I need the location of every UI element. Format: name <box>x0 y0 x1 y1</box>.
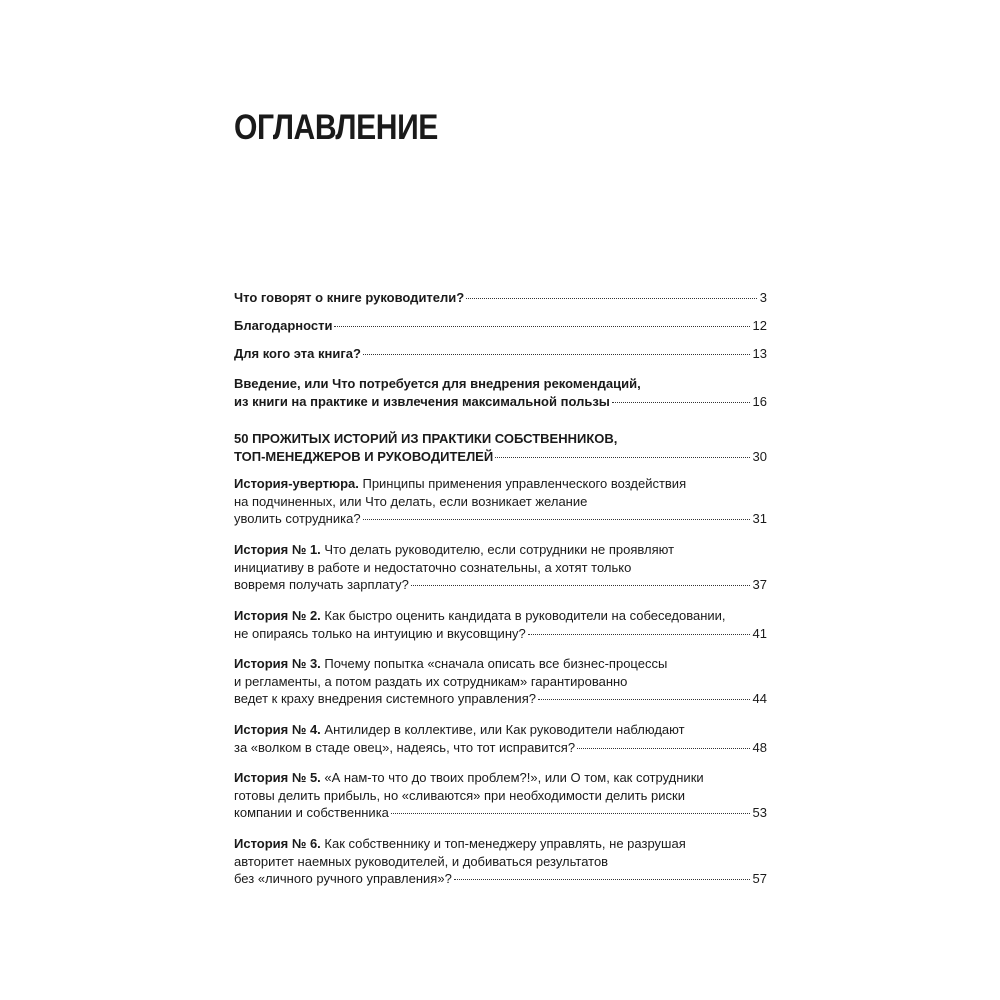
dot-leader <box>612 402 750 403</box>
toc-entry[interactable] <box>234 430 767 465</box>
toc-entry-text: ведет к краху внедрения системного управления? <box>234 691 536 706</box>
page-number: 41 <box>752 625 767 641</box>
dot-leader <box>334 326 749 327</box>
toc-entry-text: инициативу в работе и недостаточно сознательны, а хотят только <box>234 559 632 575</box>
toc-entry-text: 50 ПРОЖИТЫХ ИСТОРИЙ ИЗ ПРАКТИКИ СОБСТВЕННИКОВ, <box>234 431 618 446</box>
toc-entry[interactable] <box>234 475 767 528</box>
toc-entry-label: История № 6. <box>234 836 321 851</box>
toc-entry-label: История № 5. <box>234 770 321 785</box>
toc-entry[interactable] <box>234 317 767 335</box>
dot-leader <box>363 519 750 520</box>
page-title: ОГЛАВЛЕНИЕ <box>234 108 438 147</box>
toc-entry-text: ТОП-МЕНЕДЖЕРОВ И РУКОВОДИТЕЛЕЙ <box>234 448 494 464</box>
toc-entry[interactable] <box>234 655 767 708</box>
toc-entry-text: на подчиненных, или Что делать, если возникает желание <box>234 493 588 509</box>
dot-leader <box>495 457 749 458</box>
dot-leader <box>577 748 749 749</box>
page-number: 31 <box>752 511 767 526</box>
toc-entry-text: уволить сотрудника? <box>234 511 361 526</box>
toc-entry-text: История-увертюра. Принципы применения управленческого воздействия <box>234 476 687 491</box>
toc-entry-text: Благодарности <box>234 318 333 333</box>
dot-leader <box>363 354 750 355</box>
page-number: 57 <box>752 871 767 886</box>
toc-entry-text: Для кого эта книга? <box>234 346 361 361</box>
toc-entry-text: История № 6. Как собственнику и топ-менеджеру управлять, не разрушая <box>234 836 686 851</box>
page-number: 53 <box>752 805 767 820</box>
toc-entry[interactable] <box>234 769 767 822</box>
toc-entry[interactable] <box>234 607 767 642</box>
toc-entry[interactable] <box>234 289 767 307</box>
toc-entry-text: вовремя получать зарплату? <box>234 577 409 592</box>
toc-entry-label: История-увертюра. <box>234 476 359 491</box>
toc-entry-label: История № 3. <box>234 656 321 671</box>
toc-entry-text: Что говорят о книге руководители? <box>234 290 465 305</box>
page-number: 16 <box>752 393 767 409</box>
toc-entry[interactable] <box>234 721 767 756</box>
toc-entry-label: История № 2. <box>234 608 321 623</box>
page-number: 48 <box>752 739 767 755</box>
page-number: 13 <box>752 346 767 361</box>
toc-entry-text: готовы делить прибыль, но «сливаются» при необходимости делить риски <box>234 787 685 803</box>
toc-entry-label: История № 1. <box>234 542 321 557</box>
page-number: 12 <box>752 318 767 333</box>
toc-entry[interactable] <box>234 541 767 594</box>
toc-entry-text: компании и собственника <box>234 805 389 820</box>
toc-entry-text: Введение, или Что потребуется для внедрения рекомендаций, <box>234 376 641 391</box>
toc-entry-text: без «личного ручного управления»? <box>234 871 452 886</box>
toc-entry-text: История № 3. Почему попытка «сначала описать все бизнес-процессы <box>234 656 668 671</box>
dot-leader <box>411 585 750 586</box>
page-number: 3 <box>759 290 767 305</box>
toc-entry[interactable] <box>234 375 767 410</box>
dot-leader <box>528 634 750 635</box>
toc-entry-label: История № 4. <box>234 722 321 737</box>
dot-leader <box>538 699 750 700</box>
toc-entry-text: из книги на практике и извлечения максимальной пользы <box>234 393 610 409</box>
dot-leader <box>466 298 757 299</box>
toc-entry-text: История № 1. Что делать руководителю, если сотрудники не проявляют <box>234 542 675 557</box>
toc-entry-text: за «волком в стаде овец», надеясь, что тот исправится? <box>234 739 576 755</box>
page-number: 37 <box>752 577 767 592</box>
dot-leader <box>454 879 750 880</box>
toc-entry-text: авторитет наемных руководителей, и добиваться результатов <box>234 853 609 869</box>
toc-entry-text: История № 5. «А нам-то что до твоих проблем?!», или О том, как сотрудники <box>234 770 704 785</box>
page-number: 44 <box>752 691 767 706</box>
toc-entry-text: История № 2. Как быстро оценить кандидата в руководители на собеседовании, <box>234 608 726 623</box>
dot-leader <box>391 813 750 814</box>
toc-entry-text: не опираясь только на интуицию и вкусовщину? <box>234 625 526 641</box>
toc-entry-text: и регламенты, а потом раздать их сотрудникам» гарантированно <box>234 673 628 689</box>
toc-entry[interactable] <box>234 835 767 888</box>
page-number: 30 <box>752 448 767 464</box>
toc-entry-text: История № 4. Антилидер в коллективе, или Как руководители наблюдают <box>234 722 685 737</box>
toc-entry[interactable] <box>234 345 767 363</box>
